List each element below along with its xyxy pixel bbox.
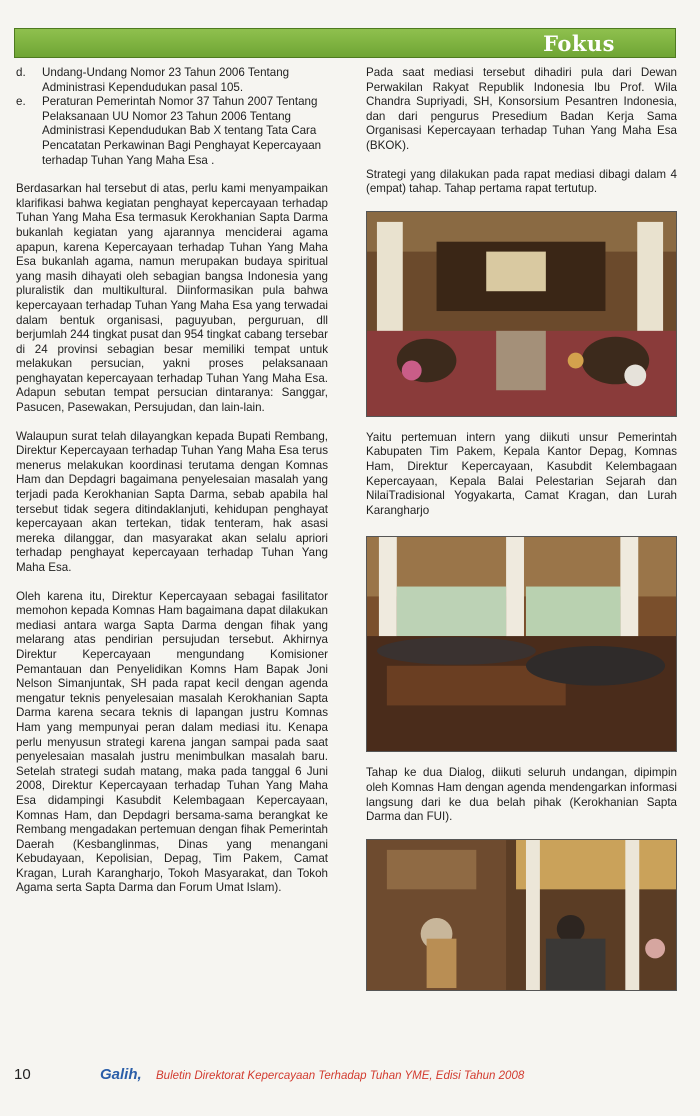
left-column <box>16 66 328 910</box>
list-item <box>16 95 328 168</box>
right-column <box>366 66 677 1005</box>
section-header-bar <box>14 28 676 58</box>
list-text: Peraturan Pemerintah Nomor 37 Tahun 2007 Tentang Pelaksanaan UU Nomor 23 Tahun 2006 Tentang Administrasi Kependudukan Bab X tentang Tata Cara Pencatatan Perkawinan Bagi Penghayat Kepercayaan terhadap Tuhan Yang Maha Esa . <box>42 95 322 167</box>
body-paragraph: Strategi yang dilakukan pada rapat mediasi dibagi dalam 4 (empat) tahap. Tahap pertama rapat tertutup. <box>366 167 677 196</box>
list-marker: d. <box>16 66 26 79</box>
publication-subtitle: Buletin Direktorat Kepercayaan Terhadap Tuhan YME, Edisi Tahun 2008 <box>156 1070 525 1082</box>
list-marker: e. <box>16 95 26 109</box>
body-paragraph: Walaupun surat telah dilayangkan kepada Bupati Rembang, Direktur Kepercayaan terhadap Tuhan Yang Maha Esa terus menerus melakukan koordinasi terutama dengan Komnas Ham dan Depdagri bagaimana penyelesaian masalah yang terjadi pada Kerokhanian Sapta Darma, sebab apabila hal tersebut tidak segera ditindaklanjuti, kehidupan penghayat kepercayaan akan tertekan, tidak tenteram, hak asasi mereka dilanggar, dan masyarakat akan selalu apriori terhadap penghayat kepercayaan terhadap Tuhan Yang Maha Esa. <box>16 429 328 574</box>
body-paragraph: Berdasarkan hal tersebut di atas, perlu kami menyampaikan klarifikasi bahwa kegiatan penghayat kepercayaan terhadap Tuhan Yang Maha Esa termasuk Kerokhanian Sapta Darma bukanlah kegiatan yang ajarannya menciderai agama apapun, karena Kepercayaan terhadap Tuhan Yang Maha Esa bukanlah agama, namun merupakan budaya spiritual yang masih dihayati oleh sebagian bangsa Indonesia yang pluralistik dan multikultural. Diinformasikan pula bahwa kepercayaan terhadap Tuhan Yang Maha Esa yang terwadai dalam bentuk organisasi, paguyuban, perguruan, dll berjumlah 244 tingkat pusat dan 954 tingkat cabang tersebar di 24 provinsi sebagian besar memiliki tempat untuk melakukan persucian, yakni proses pelaksanaan penghayatan kepercayaan terhadap Tuhan Yang Maha Esa. Adapun sebutan tempat persucian dintaranya: Sanggar, Pasucen, Pasewakan, Persujudan, dan lain-lain. <box>16 182 328 415</box>
meeting-photo-1 <box>366 211 677 417</box>
section-title: Fokus <box>543 31 615 56</box>
list-text: Undang-Undang Nomor 23 Tahun 2006 Tentang Administrasi Kependudukan pasal 105. <box>42 66 290 94</box>
body-paragraph: Oleh karena itu, Direktur Kepercayaan sebagai fasilitator memohon kepada Komnas Ham bagaimana dapat dilakukan mediasi antara warga Sapta Darma dengan fihak yang melarang atas pendirian persujudan tersebut. Akhirnya Direktur Kepercayaan mengundang Komisioner Pemantauan dan Penyelidikan Komns Ham Bapak Joni Nelson Simanjuntak, SH pada rapat kecil dengan agenda mengatur teknis penyelesaian masalah Kerokhanian Sapta Darma karena secara teknis di lapangan justru Komnas Ham yang mempunyai peran dalam mediasi itu. Kenapa perlu menyusun strategi karena jangan sampai pada saat penyelesaian masalah justru menimbulkan masalah baru. Setelah strategi sudah matang, maka pada tanggal 6 Juni 2008, Direktur Kepercayaan terhadap Tuhan Yang Maha Esa didampingi Kasubdit Kelembagaan Kepercayaan, Komnas Ham, dan Depdagri bersama-sama berangkat ke Rembang mengadakan pertemuan dengan fihak Pemerintah Daerah (Kesbanglinmas, Dinas yang menangani Kebudayaan, Kepolisian, Depag, Tim Pakem, Camat Kragan, Lurah Karangharjo, Tokoh Masyarakat, dan Tokoh Agama serta Sapta Darma dan Forum Umat Islam). <box>16 589 328 895</box>
meeting-photo-3 <box>366 839 677 991</box>
body-paragraph: Pada saat mediasi tersebut dihadiri pula dari Dewan Perwakilan Rakyat Republik Indonesia Ibu Prof. Wila Chandra Supriyadi, SH, Konsorsium Pesantren Indonesia, dan dari pengurus Presedium Badan Kerja Sama Organisasi Kepercayaan terhadap Tuhan Yang Maha Esa (BKOK). <box>366 66 677 152</box>
publication-brand: Galih, <box>100 1066 142 1083</box>
page-number: 10 <box>14 1066 31 1083</box>
meeting-photo-2 <box>366 536 677 752</box>
regulation-list <box>16 66 328 168</box>
body-paragraph: Tahap ke dua Dialog, diikuti seluruh undangan, dipimpin oleh Komnas Ham dengan agenda mendengarkan informasi langsung dari ke dua belah pihak (Kerokhanian Sapta Darma dan FUI). <box>366 766 677 824</box>
body-paragraph: Yaitu pertemuan intern yang diikuti unsur Pemerintah Kabupaten Tim Pakem, Kepala Kantor Depag, Komnas Ham, Direktur Kepercayaan, Kasubdit Kelembagaan Kepercayaan, Kepala Balai Pelestarian Sejarah dan NilaiTradisional Yogyakarta, Camat Kragan, dan Lurah Karangharjo <box>366 430 677 517</box>
list-item <box>16 66 328 95</box>
